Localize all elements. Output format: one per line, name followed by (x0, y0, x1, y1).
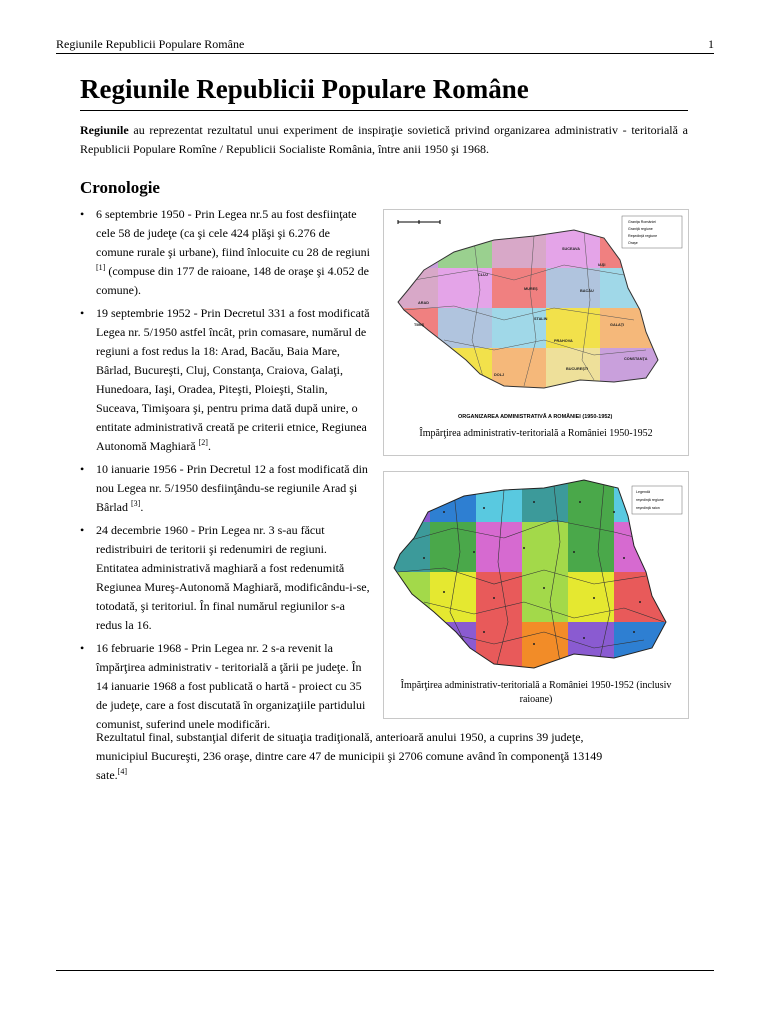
chronology-text: 6 septembrie 1950 - Prin Legea nr.5 au fost desfiinţate cele 58 de judeţe (ca şi cele 424 plăşi şi 6.276 de comune rurale şi urbane), fiind înlocuite cu 28 de regiuni (96, 207, 370, 259)
map-region-tile (492, 268, 546, 308)
map-region-tile (546, 210, 600, 268)
figure-caption: Împărţirea administrativ-teritorială a României 1950-1952 (inclusiv raioane) (400, 680, 672, 705)
map-figure-1950-1952[interactable] (383, 209, 689, 456)
map-region-tile (384, 210, 438, 268)
chronology-item (80, 205, 370, 300)
chronology-text: 16 februarie 1968 - Prin Legea nr. 2 s-a revenit la împărţirea administrativ - teritorială a ţării pe judeţe. În 14 ianuarie 1968 a fost publicată o hartă - proiect cu 35 de judeţe, care a fost discutată în organizaţiile partidului comunist, suferind unele modificări. (96, 641, 366, 731)
legend-item: reşedinţă raion (636, 506, 660, 510)
final-paragraph (96, 728, 626, 785)
section-title-cronologie: Cronologie (80, 178, 160, 197)
intro-paragraph (80, 121, 688, 159)
legend-item: Graniţă regiune (628, 227, 653, 231)
bullet-glyph: • (80, 523, 85, 537)
intro-text: au reprezentat rezultatul unui experiment de inspiraţie sovietică privind organizarea administrativ - teritorială a Republicii Populare Romîne / Republicii Socialiste România, între anii 1950 şi 1968. (80, 123, 688, 156)
romania-raioane-map[interactable] (384, 472, 688, 677)
bullet-glyph: • (80, 207, 85, 221)
legend-item: Oraşe (628, 241, 638, 245)
map-region-tile (568, 472, 614, 522)
map-region-tile (438, 308, 492, 348)
intro-lead[interactable]: Regiunile (80, 123, 129, 137)
region-label: CONSTANŢA (624, 357, 648, 361)
map-region-tile (384, 622, 430, 677)
map-region-tile (384, 308, 438, 348)
map-region-tile (614, 522, 674, 572)
map-banner-title: ORGANIZAREA ADMINISTRATIVĂ A ROMÂNIEI (1950-1952) (458, 414, 613, 420)
map-scale-bar (398, 220, 440, 224)
region-label: BACĂU (580, 289, 594, 293)
region-label: ARAD (418, 301, 429, 305)
bullet-glyph: • (80, 306, 85, 320)
map-region-tile (384, 348, 438, 398)
map-region-tile (600, 268, 660, 308)
bullet-glyph: • (80, 641, 85, 655)
chronology-tail: . (207, 439, 211, 453)
region-label: SUCEAVA (562, 247, 581, 251)
page-number: 1 (708, 37, 714, 51)
reference-link[interactable]: [4] (117, 767, 127, 776)
region-label: TIMIŞ (414, 323, 425, 327)
chronology-tail: (compuse din 177 de raioane, 148 de oraşe şi 4.052 de comune). (96, 264, 369, 297)
chronology-item (80, 521, 370, 635)
map-region-tile (430, 522, 476, 572)
running-header (56, 36, 714, 52)
running-title: Regiunile Republicii Populare Române (56, 37, 245, 51)
map-region-tile (438, 210, 492, 268)
title-divider (80, 110, 688, 111)
map-region-tile (384, 268, 438, 308)
map-region-tile (476, 622, 522, 677)
map-region-tile (522, 572, 568, 622)
map-region-tile (384, 522, 430, 572)
bullet-glyph: • (80, 462, 85, 476)
map-region-tile (492, 308, 546, 348)
map-region-tile (522, 622, 568, 677)
map-region-tile (522, 522, 568, 572)
legend-item: Reşedinţă regiune (628, 234, 658, 238)
map-region-tile (384, 572, 430, 622)
region-label: PRAHOVA (554, 339, 573, 343)
chronology-item (80, 639, 370, 734)
map-figure-raioane[interactable] (383, 471, 689, 719)
map-raion-tiles (384, 472, 674, 677)
legend-item: Legendă (636, 490, 650, 494)
reference-link[interactable]: [2] (198, 438, 208, 447)
map-region-tile (438, 348, 492, 398)
chronology-item (80, 460, 370, 517)
map-region-tile (546, 348, 600, 398)
map-region-tile (600, 348, 660, 398)
romania-regions-map[interactable] (384, 210, 688, 425)
map-region-tile (430, 472, 476, 522)
chronology-text: 19 septembrie 1952 - Prin Decretul 331 a fost modificată Legea nr. 5/1950 astfel încât, prin comasare, numărul de regiuni a fost redus la 18: Arad, Bacău, Baia Mare, Bârlad, Bucureşti, Cluj, Constanţa, Craiova, Galaţi, Hunedoara, Iaşi, Oradea, Piteşti, Ploieşti, Stalin, Suceava, Timişoara şi, pentru prima dată după unire, o entitate administrativă creată pe criterii etnice, Regiunea Autonomă Maghiară (96, 306, 370, 453)
chronology-text: 24 decembrie 1960 - Prin Legea nr. 3 s-au făcut redistribuiri de teritorii şi redenumiri de regiuni. Entitatea administrativă maghiară a fost redenumită Regiunea Mureş-Autonomă Maghiară, modificându-i-se, totodată, şi teritoriul. În final numărul regiunilor s-a redus la 16. (96, 523, 370, 632)
footer-divider (56, 970, 714, 971)
reference-link[interactable]: [1] (96, 263, 106, 272)
region-label: STALIN (534, 317, 548, 321)
region-label: IAŞI (598, 263, 606, 267)
map-region-tile (522, 472, 568, 522)
region-label: DOLJ (494, 373, 505, 377)
map-region-tile (614, 622, 674, 677)
map-region-tile (430, 622, 476, 677)
region-label: CLUJ (478, 273, 488, 277)
figure-caption: Împărţirea administrativ-teritorială a României 1950-1952 (419, 428, 653, 439)
final-text: Rezultatul final, substanţial diferit de situaţia tradiţională, anterioară anului 1950, a cuprins 39 judeţe, municipiul Bucureşti, 236 oraşe, dintre care 47 de municipii şi 2706 comune având în componenţă 13149 sate. (96, 730, 603, 782)
legend-item: Graniţa României (628, 220, 656, 224)
map-legend-box (632, 486, 682, 514)
map-legend-box (622, 216, 682, 248)
chronology-text: 10 ianuarie 1956 - Prin Decretul 12 a fost modificată din nou Legea nr. 5/1950 desfiinţându-se regiunile Arad şi Bârlad (96, 462, 368, 514)
chronology-item (80, 304, 370, 456)
region-label: MUREŞ (524, 287, 538, 291)
map-region-tile (476, 472, 522, 522)
page-title: Regiunile Republicii Populare Române (80, 74, 529, 104)
map-region-tile (568, 622, 614, 677)
map-region-tile (384, 472, 430, 522)
region-label: GALAŢI (610, 323, 625, 327)
map-region-tile (568, 522, 614, 572)
map-region-tile (546, 268, 600, 308)
legend-item: reşedinţă regiune (636, 498, 664, 502)
region-label: BUCUREŞTI (566, 367, 589, 371)
header-divider (56, 53, 714, 54)
map-region-tile (476, 572, 522, 622)
chronology-tail: . (140, 500, 144, 514)
reference-link[interactable]: [3] (131, 499, 141, 508)
map-region-tile (600, 308, 660, 348)
chronology-list (80, 205, 370, 738)
